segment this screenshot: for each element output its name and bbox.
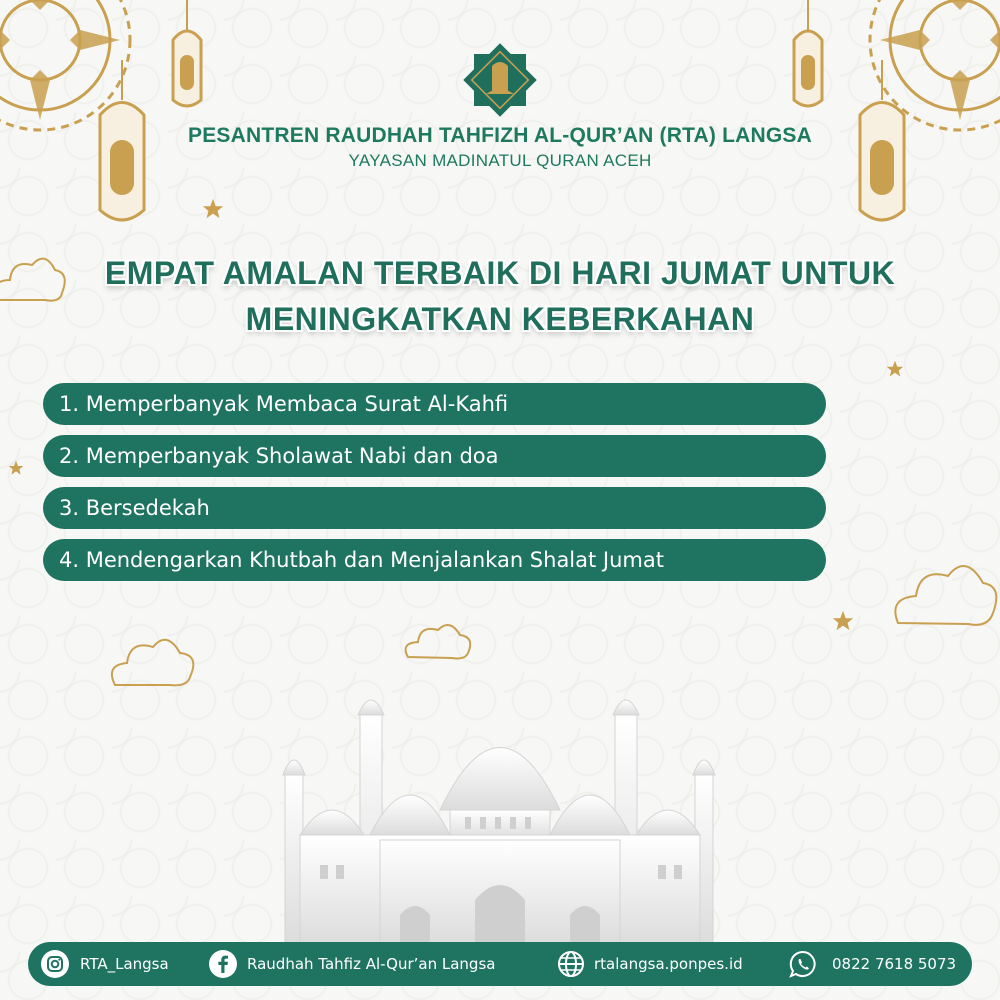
whatsapp-number[interactable]: 0822 7618 5073	[832, 955, 957, 973]
star-icon	[832, 610, 854, 632]
contact-footer	[28, 942, 972, 986]
cloud-icon	[400, 615, 475, 665]
main-heading-line2: MENINGKATKAN KEBERKAHAN	[245, 301, 755, 337]
list-item: 2. Memperbanyak Sholawat Nabi dan doa	[43, 435, 826, 477]
star-icon	[202, 198, 224, 220]
instagram-icon	[40, 949, 70, 979]
rta-logo	[460, 40, 540, 120]
facebook-icon	[208, 949, 238, 979]
star-icon	[886, 360, 904, 378]
list-item: 1. Memperbanyak Membaca Surat Al-Kahfi	[43, 383, 826, 425]
main-heading-line1: EMPAT AMALAN TERBAIK DI HARI JUMAT UNTUK	[104, 255, 896, 291]
institution-title: PESANTREN RAUDHAH TAHFIZH AL-QUR’AN (RTA) LANGSA	[188, 124, 812, 147]
list-item: 3. Bersedekah	[43, 487, 826, 529]
list-item: 4. Mendengarkan Khutbah dan Menjalankan Shalat Jumat	[43, 539, 826, 581]
whatsapp-icon	[788, 949, 818, 979]
lantern-icon	[165, 0, 209, 120]
institution-subtitle: YAYASAN MADINATUL QURAN ACEH	[348, 151, 652, 170]
lantern-icon	[90, 60, 154, 240]
star-icon	[8, 460, 24, 476]
globe-icon	[556, 949, 586, 979]
website-link[interactable]: rtalangsa.ponpes.id	[594, 955, 743, 973]
instagram-handle[interactable]: RTA_Langsa	[80, 955, 169, 973]
lantern-icon	[786, 0, 830, 120]
facebook-page[interactable]: Raudhah Tahfiz Al-Qur’an Langsa	[247, 955, 496, 973]
mosque-illustration	[270, 675, 730, 945]
lantern-icon	[850, 60, 914, 240]
cloud-icon	[105, 625, 200, 695]
cloud-icon	[888, 548, 1000, 638]
